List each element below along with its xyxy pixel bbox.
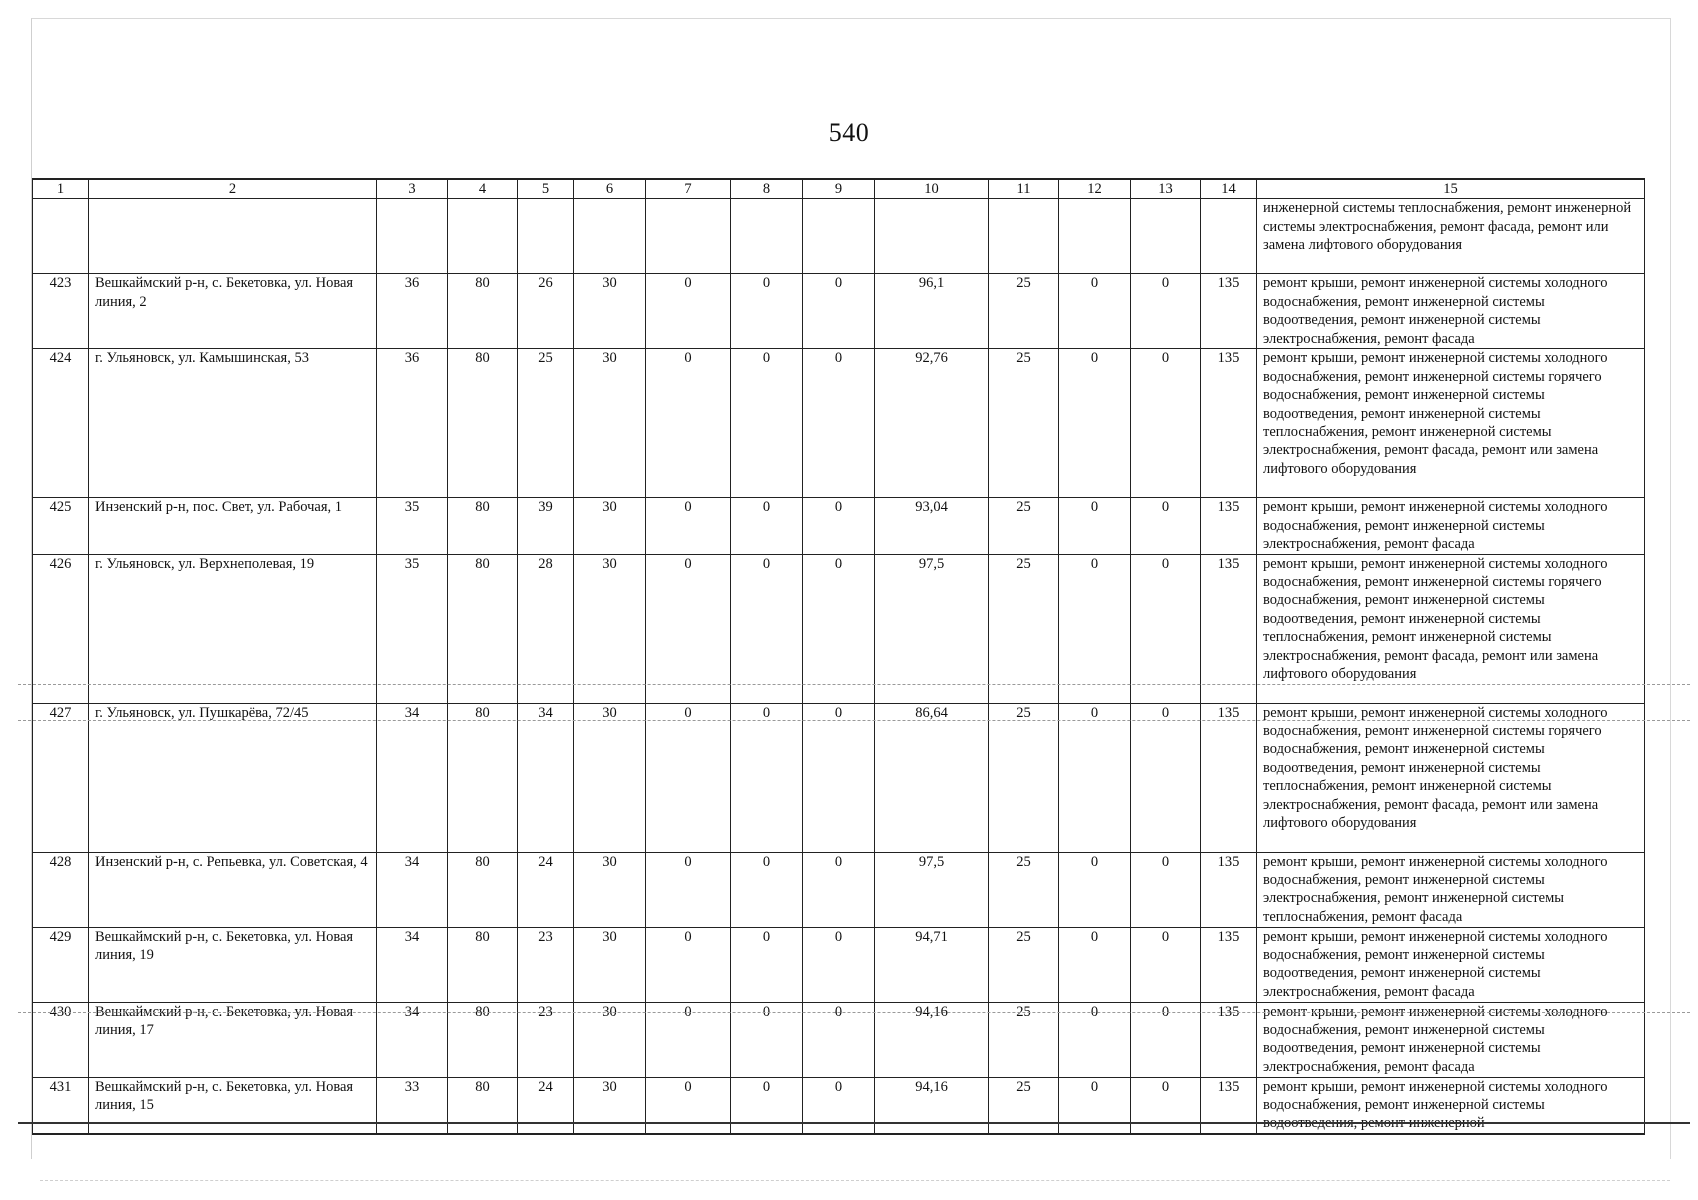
value-cell: 80 [448,349,518,498]
table-row [33,927,1645,1002]
value-cell: 92,76 [875,349,989,498]
value-cell: 0 [1059,349,1131,498]
page-bottom-edge [40,1180,1670,1181]
header-cell: 4 [448,179,518,199]
row-number: 427 [33,703,89,852]
address-cell: г. Ульяновск, ул. Верхнеполевая, 19 [89,554,377,703]
empty-cell [1131,199,1201,274]
row-number: 429 [33,927,89,1002]
value-cell: 80 [448,852,518,927]
value-cell: 0 [731,1077,803,1134]
row-number: 424 [33,349,89,498]
value-cell: 0 [646,274,731,349]
value-cell: 30 [574,852,646,927]
value-cell: 34 [377,703,448,852]
value-cell: 0 [1059,1002,1131,1077]
value-cell: 94,71 [875,927,989,1002]
value-cell: 97,5 [875,554,989,703]
empty-cell [989,199,1059,274]
value-cell: 80 [448,703,518,852]
row-number: 431 [33,1077,89,1134]
value-cell: 25 [989,554,1059,703]
address-cell: Инзенский р-н, с. Репьевка, ул. Советская, 4 [89,852,377,927]
value-cell: 25 [989,1002,1059,1077]
table-row [33,498,1645,554]
value-cell: 0 [1059,1077,1131,1134]
value-cell: 34 [518,703,574,852]
value-cell: 25 [989,703,1059,852]
header-cell: 13 [1131,179,1201,199]
works-cell: ремонт крыши, ремонт инженерной системы холодного водоснабжения, ремонт инженерной системы водоотведения, ремонт инженерной системы электроснабжения, ремонт фасада [1257,927,1645,1002]
value-cell: 25 [989,498,1059,554]
header-cell: 1 [33,179,89,199]
works-cell: ремонт крыши, ремонт инженерной системы холодного водоснабжения, ремонт инженерной системы горячего водоснабжения, ремонт инженерной системы водоотведения, ремонт инженерной системы теплоснабжения, ремонт инженерной системы электроснабжения, ремонт фасада, ремонт или замена лифтового оборудования [1257,703,1645,852]
empty-cell [33,199,89,274]
empty-cell [89,199,377,274]
value-cell: 0 [803,1077,875,1134]
value-cell: 135 [1201,1002,1257,1077]
scan-artifact-line [18,1012,1690,1013]
row-number: 428 [33,852,89,927]
value-cell: 0 [646,852,731,927]
address-cell: Вешкаймский р-н, с. Бекетовка, ул. Новая линия, 19 [89,927,377,1002]
address-cell: Вешкаймский р-н, с. Бекетовка, ул. Новая линия, 15 [89,1077,377,1134]
value-cell: 30 [574,554,646,703]
value-cell: 26 [518,274,574,349]
works-cell: инженерной системы теплоснабжения, ремонт инженерной системы электроснабжения, ремонт фасада, ремонт или замена лифтового оборудования [1257,199,1645,274]
value-cell: 0 [803,349,875,498]
empty-cell [1201,199,1257,274]
value-cell: 0 [1059,927,1131,1002]
value-cell: 94,16 [875,1002,989,1077]
value-cell: 0 [1059,274,1131,349]
value-cell: 0 [803,927,875,1002]
value-cell: 80 [448,274,518,349]
header-cell: 5 [518,179,574,199]
value-cell: 0 [803,498,875,554]
table-row [33,1002,1645,1077]
value-cell: 135 [1201,1077,1257,1134]
value-cell: 0 [1059,703,1131,852]
value-cell: 24 [518,1077,574,1134]
value-cell: 30 [574,1077,646,1134]
value-cell: 34 [377,852,448,927]
value-cell: 25 [989,852,1059,927]
value-cell: 25 [989,1077,1059,1134]
value-cell: 0 [1059,852,1131,927]
value-cell: 36 [377,349,448,498]
value-cell: 0 [1131,554,1201,703]
empty-cell [574,199,646,274]
value-cell: 135 [1201,554,1257,703]
value-cell: 0 [646,498,731,554]
scan-artifact-line [18,720,1690,721]
value-cell: 0 [803,554,875,703]
value-cell: 30 [574,1002,646,1077]
value-cell: 96,1 [875,274,989,349]
value-cell: 36 [377,274,448,349]
value-cell: 80 [448,554,518,703]
value-cell: 0 [1131,498,1201,554]
value-cell: 94,16 [875,1077,989,1134]
table-row [33,1077,1645,1134]
value-cell: 23 [518,927,574,1002]
value-cell: 135 [1201,498,1257,554]
continuation-row [33,199,1645,274]
header-cell: 15 [1257,179,1645,199]
empty-cell [448,199,518,274]
value-cell: 0 [1131,1077,1201,1134]
table-row [33,274,1645,349]
value-cell: 0 [731,852,803,927]
value-cell: 34 [377,927,448,1002]
header-row [33,179,1645,199]
scan-artifact-line [18,684,1690,685]
value-cell: 0 [803,274,875,349]
value-cell: 0 [731,703,803,852]
empty-cell [875,199,989,274]
header-cell: 7 [646,179,731,199]
row-number: 423 [33,274,89,349]
repair-table [32,178,1645,1135]
empty-cell [1059,199,1131,274]
header-cell: 6 [574,179,646,199]
header-cell: 11 [989,179,1059,199]
empty-cell [377,199,448,274]
value-cell: 0 [1131,852,1201,927]
value-cell: 30 [574,703,646,852]
value-cell: 34 [377,1002,448,1077]
works-cell: ремонт крыши, ремонт инженерной системы холодного водоснабжения, ремонт инженерной системы горячего водоснабжения, ремонт инженерной системы водоотведения, ремонт инженерной системы теплоснабжения, ремонт инженерной системы электроснабжения, ремонт фасада, ремонт или замена лифтового оборудования [1257,554,1645,703]
header-cell: 14 [1201,179,1257,199]
works-cell: ремонт крыши, ремонт инженерной системы холодного водоснабжения, ремонт инженерной системы электроснабжения, ремонт фасада [1257,498,1645,554]
value-cell: 0 [731,1002,803,1077]
row-number: 426 [33,554,89,703]
row-number: 430 [33,1002,89,1077]
value-cell: 93,04 [875,498,989,554]
empty-cell [803,199,875,274]
header-cell: 2 [89,179,377,199]
works-cell: ремонт крыши, ремонт инженерной системы холодного водоснабжения, ремонт инженерной системы водоотведения, ремонт инженерной [1257,1077,1645,1134]
value-cell: 0 [646,349,731,498]
value-cell: 0 [1131,274,1201,349]
value-cell: 30 [574,349,646,498]
header-cell: 12 [1059,179,1131,199]
value-cell: 135 [1201,927,1257,1002]
works-cell: ремонт крыши, ремонт инженерной системы холодного водоснабжения, ремонт инженерной системы горячего водоснабжения, ремонт инженерной системы водоотведения, ремонт инженерной системы теплоснабжения, ремонт инженерной системы электроснабжения, ремонт фасада, ремонт или замена лифтового оборудования [1257,349,1645,498]
value-cell: 0 [731,349,803,498]
value-cell: 33 [377,1077,448,1134]
value-cell: 0 [803,1002,875,1077]
value-cell: 80 [448,927,518,1002]
value-cell: 0 [1131,927,1201,1002]
row-number: 425 [33,498,89,554]
header-cell: 10 [875,179,989,199]
header-cell: 9 [803,179,875,199]
value-cell: 25 [518,349,574,498]
value-cell: 25 [989,927,1059,1002]
address-cell: Инзенский р-н, пос. Свет, ул. Рабочая, 1 [89,498,377,554]
table-bottom-rule [18,1122,1690,1124]
empty-cell [518,199,574,274]
value-cell: 0 [646,703,731,852]
value-cell: 135 [1201,703,1257,852]
value-cell: 0 [646,1077,731,1134]
value-cell: 0 [646,554,731,703]
value-cell: 28 [518,554,574,703]
value-cell: 30 [574,498,646,554]
value-cell: 25 [989,349,1059,498]
value-cell: 30 [574,927,646,1002]
value-cell: 24 [518,852,574,927]
value-cell: 135 [1201,349,1257,498]
table-row [33,852,1645,927]
value-cell: 0 [731,274,803,349]
value-cell: 35 [377,554,448,703]
works-cell: ремонт крыши, ремонт инженерной системы холодного водоснабжения, ремонт инженерной системы водоотведения, ремонт инженерной системы электроснабжения, ремонт фасада [1257,274,1645,349]
address-cell: г. Ульяновск, ул. Камышинская, 53 [89,349,377,498]
value-cell: 0 [731,554,803,703]
value-cell: 0 [1131,349,1201,498]
value-cell: 25 [989,274,1059,349]
value-cell: 35 [377,498,448,554]
value-cell: 80 [448,1002,518,1077]
empty-cell [731,199,803,274]
value-cell: 0 [731,498,803,554]
address-cell: г. Ульяновск, ул. Пушкарёва, 72/45 [89,703,377,852]
value-cell: 0 [731,927,803,1002]
page-number: 540 [828,118,870,147]
table-row [33,703,1645,852]
works-cell: ремонт крыши, ремонт инженерной системы холодного водоснабжения, ремонт инженерной системы водоотведения, ремонт инженерной системы электроснабжения, ремонт фасада [1257,1002,1645,1077]
table-row [33,349,1645,498]
value-cell: 80 [448,1077,518,1134]
value-cell: 0 [1131,703,1201,852]
header-cell: 3 [377,179,448,199]
value-cell: 97,5 [875,852,989,927]
value-cell: 86,64 [875,703,989,852]
value-cell: 0 [646,1002,731,1077]
value-cell: 30 [574,274,646,349]
table-row [33,554,1645,703]
header-cell: 8 [731,179,803,199]
value-cell: 0 [1059,554,1131,703]
value-cell: 80 [448,498,518,554]
value-cell: 23 [518,1002,574,1077]
empty-cell [646,199,731,274]
value-cell: 39 [518,498,574,554]
value-cell: 135 [1201,852,1257,927]
address-cell: Вешкаймский р-н, с. Бекетовка, ул. Новая линия, 2 [89,274,377,349]
value-cell: 0 [1059,498,1131,554]
address-cell: Вешкаймский р-н, с. Бекетовка, ул. Новая линия, 17 [89,1002,377,1077]
works-cell: ремонт крыши, ремонт инженерной системы холодного водоснабжения, ремонт инженерной системы электроснабжения, ремонт инженерной системы теплоснабжения, ремонт фасада [1257,852,1645,927]
value-cell: 0 [803,703,875,852]
value-cell: 0 [1131,1002,1201,1077]
value-cell: 0 [803,852,875,927]
value-cell: 135 [1201,274,1257,349]
value-cell: 0 [646,927,731,1002]
